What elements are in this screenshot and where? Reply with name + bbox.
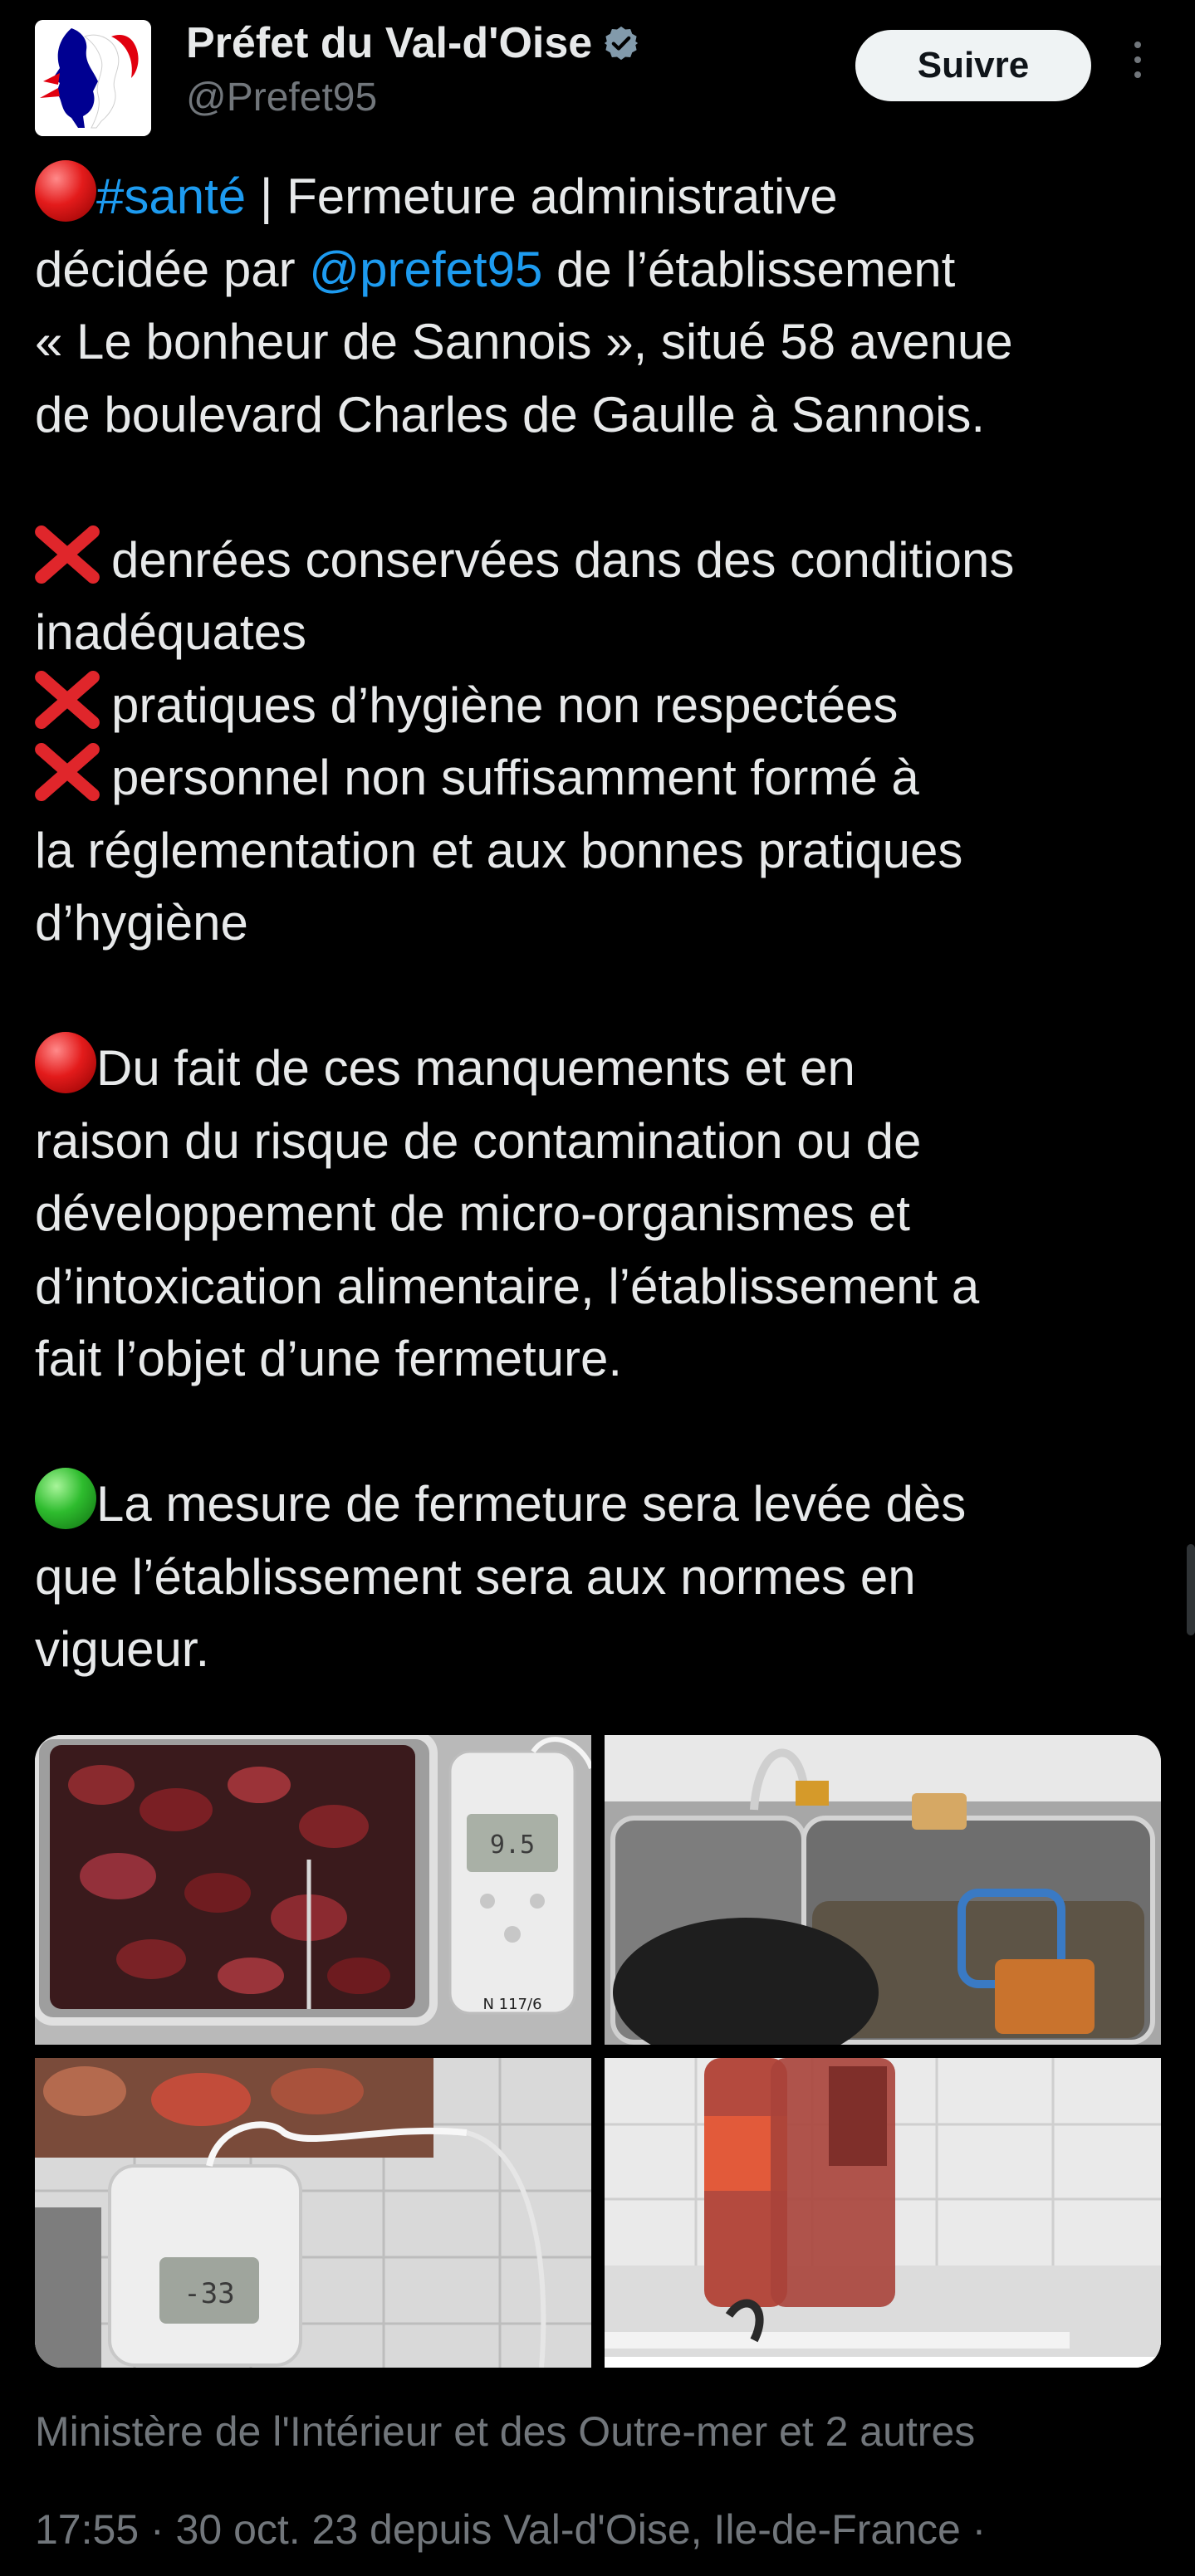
tweet-line: raison du risque de contamination ou de <box>35 1112 922 1169</box>
paragraph-gap <box>35 1396 1173 1469</box>
tweet-line <box>35 741 1173 814</box>
bottles-photo <box>605 2058 1161 2368</box>
paragraph-gap <box>35 451 1173 524</box>
media-photo-food-tray[interactable] <box>35 1735 591 2045</box>
mention-link[interactable]: @prefet95 <box>309 241 543 297</box>
tweet-line <box>35 160 1173 233</box>
tweet-line-text: pratiques d’hygiène non respectées <box>111 677 899 733</box>
more-dot <box>1134 42 1141 48</box>
tweet-line: d’intoxication alimentaire, l’établissement a <box>35 1258 980 1314</box>
tweet-line-text: | Fermeture administrative <box>246 169 838 224</box>
green-circle-icon <box>35 1468 96 1529</box>
tweet-line: développement de micro-organismes et <box>35 1185 910 1241</box>
sink-photo <box>605 1735 1161 2045</box>
tweet-line: d’hygiène <box>35 895 248 951</box>
tweet-line-text: personnel non suffisamment formé à <box>111 750 919 805</box>
author-handle[interactable]: @Prefet95 <box>186 76 378 120</box>
tweet-line: inadéquates <box>35 604 306 660</box>
tweet-header <box>0 0 1195 145</box>
tweet-timestamp[interactable]: 17:55 · 30 oct. 23 depuis Val-d'Oise, Ile-de-France · <box>35 2506 987 2553</box>
tweet-line-text: La mesure de fermeture sera levée dès <box>96 1476 967 1532</box>
tweet-line-text: décidée par <box>35 241 310 297</box>
tweet-line <box>35 524 1173 597</box>
tweet-line <box>35 1032 1173 1105</box>
food-tray-photo <box>35 1735 591 2045</box>
tweet-line: vigueur. <box>35 1621 210 1677</box>
thermometer-label: N 117/6 <box>482 1996 542 2013</box>
red-circle-icon <box>35 1032 96 1093</box>
avatar[interactable] <box>35 20 151 136</box>
tweet-line-text: de l’établissement <box>542 241 956 297</box>
paragraph-gap <box>35 960 1173 1033</box>
tweet-line: la réglementation et aux bonnes pratiques <box>35 822 963 878</box>
cross-mark-icon <box>35 671 100 729</box>
more-dot <box>1134 56 1141 63</box>
more-options-icon[interactable] <box>1125 42 1150 91</box>
tweet-line-text: Du fait de ces manquements et en <box>96 1040 855 1096</box>
author-display-name[interactable]: Préfet du Val-d'Oise <box>186 19 593 67</box>
tweet-line <box>35 1468 1173 1541</box>
tagged-accounts-link[interactable]: Ministère de l'Intérieur et des Outre-mer et 2 autres <box>35 2408 976 2455</box>
scrollbar-thumb[interactable] <box>1187 1544 1195 1635</box>
cross-mark-icon <box>35 743 100 801</box>
cross-mark-icon <box>35 525 100 584</box>
verified-badge-icon <box>602 24 640 62</box>
tweet-text <box>35 160 1173 1686</box>
follow-button[interactable]: Suivre <box>855 30 1091 101</box>
red-circle-icon <box>35 160 96 222</box>
hashtag-link[interactable]: #santé <box>96 169 247 224</box>
tweet-line-text: denrées conservées dans des conditions <box>111 531 1015 588</box>
container-photo <box>35 2058 591 2368</box>
tweet-line: que l’établissement sera aux normes en <box>35 1548 916 1605</box>
tweet-line <box>35 233 1173 306</box>
svg-text:-33: -33 <box>184 2277 235 2310</box>
marianne-logo-icon <box>35 20 151 136</box>
tweet-line <box>35 669 1173 742</box>
media-photo-sink[interactable] <box>605 1735 1161 2045</box>
tweet-line: fait l’objet d’une fermeture. <box>35 1331 623 1386</box>
more-dot <box>1134 71 1141 78</box>
tweet-line: « Le bonheur de Sannois », situé 58 avenue <box>35 314 1013 369</box>
media-grid <box>35 1735 1161 2368</box>
tweet-line: de boulevard Charles de Gaulle à Sannois. <box>35 386 986 442</box>
author-name-row[interactable] <box>186 18 640 68</box>
media-photo-container-thermometer[interactable] <box>35 2058 591 2368</box>
svg-text:9.5: 9.5 <box>489 1831 536 1860</box>
media-photo-bottles[interactable] <box>605 2058 1161 2368</box>
